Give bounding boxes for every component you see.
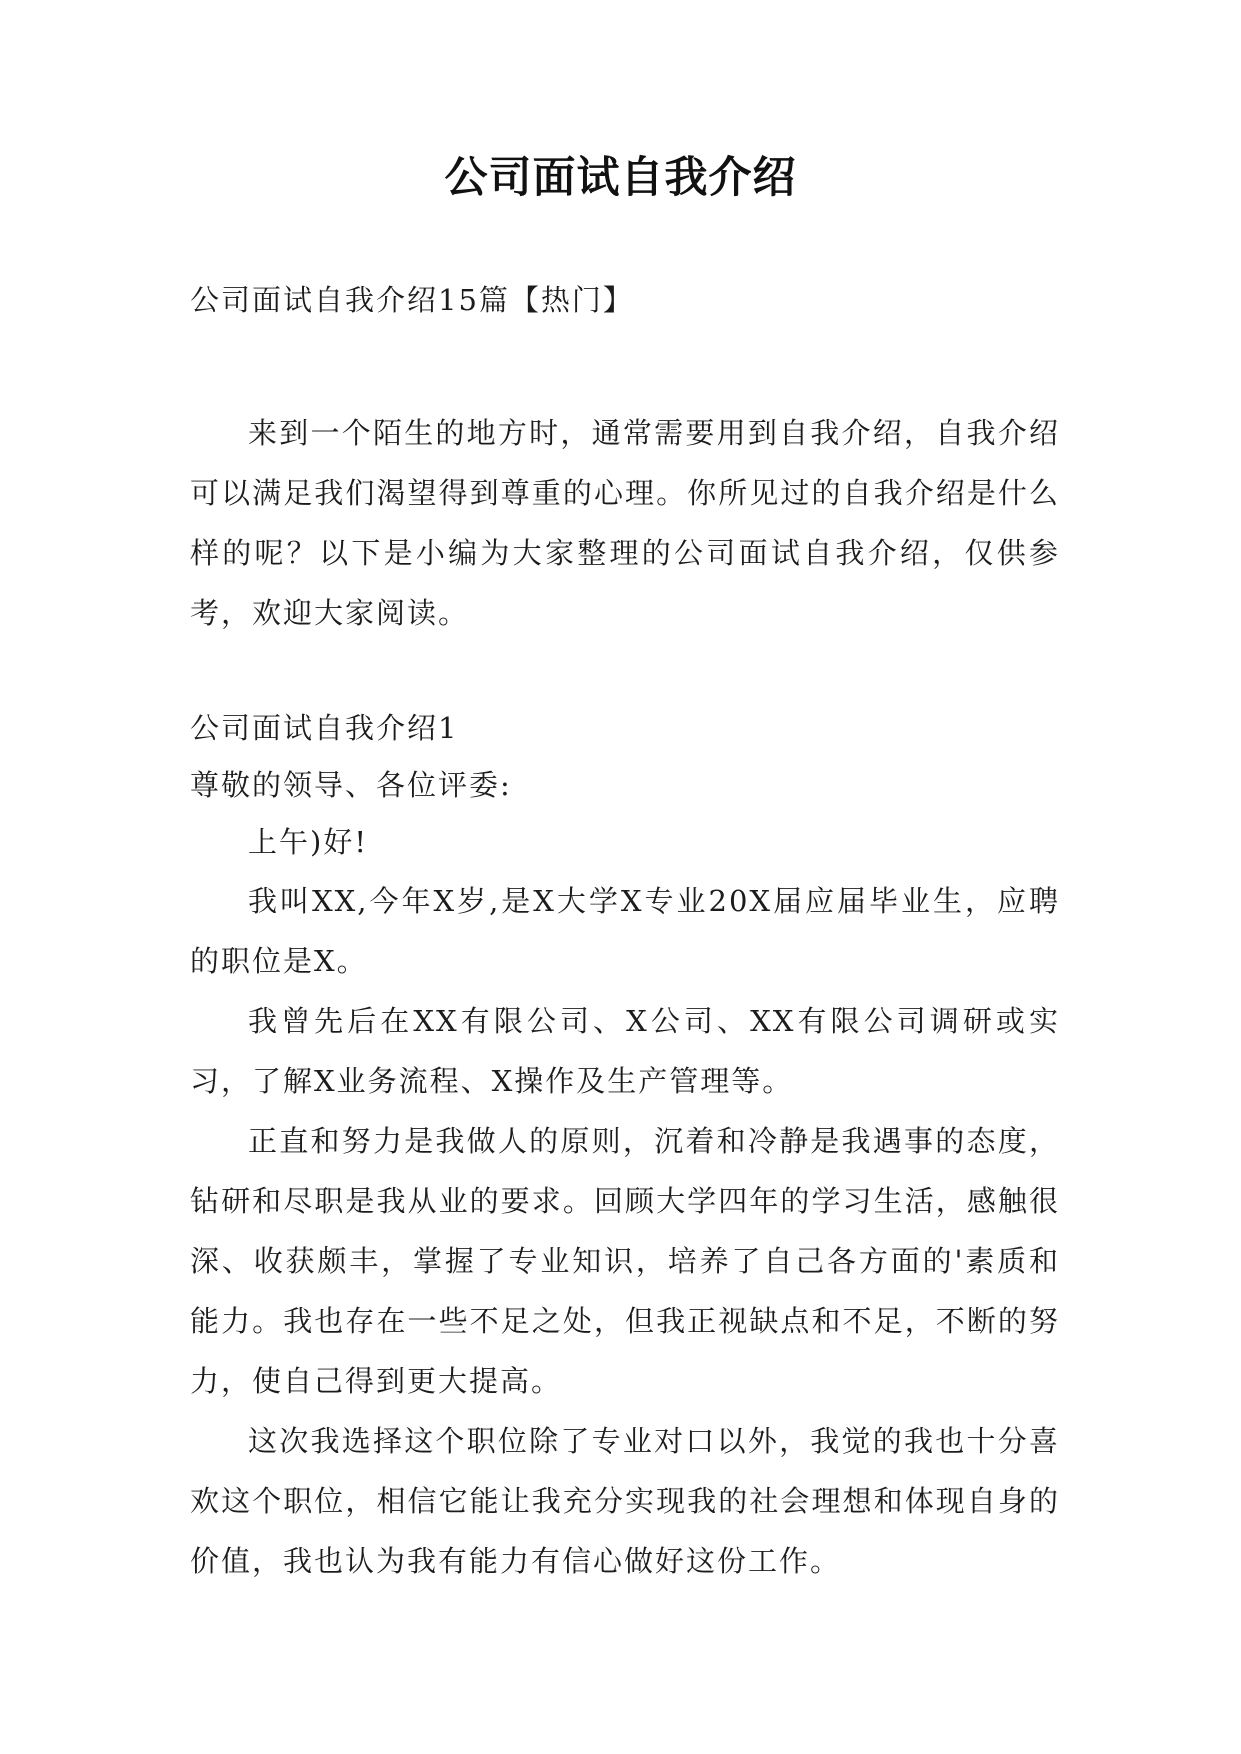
- intro-text: 来到一个陌生的地方时，通常需要用到自我介绍，自我介绍可以满足我们渴望得到尊重的心理。你所见过的自我介绍是什么样的呢？以下是小编为大家整理的公司面试自我介绍，仅供参考，欢迎大家阅读。: [190, 416, 1060, 630]
- document-title: 公司面试自我介绍: [444, 153, 797, 203]
- section-1-paragraph: 正直和努力是我做人的原则，沉着和冷静是我遇事的态度，钻研和尽职是我从业的要求。回顾大学四年的学习生活，感触很深、收获颇丰，掌握了专业知识，培养了自己各方面的'素质和能力。我也存在一些不足之处，但我正视缺点和不足，不断的努力，使自己得到更大提高。: [190, 1124, 1060, 1398]
- greeting: 上午)好!: [248, 825, 368, 859]
- section-1-paragraph: 我叫XX,今年X岁,是X大学X专业20X届应届毕业生，应聘的职位是X。: [190, 884, 1060, 978]
- section-1-paragraph: 我曾先后在XX有限公司、X公司、XX有限公司调研或实习，了解X业务流程、X操作及生产管理等。: [190, 1004, 1060, 1098]
- salutation: 尊敬的领导、各位评委:: [190, 768, 512, 802]
- section-1-heading: 公司面试自我介绍1: [190, 711, 459, 745]
- section-1-paragraph: 这次我选择这个职位除了专业对口以外，我觉的我也十分喜欢这个职位，相信它能让我充分实现我的社会理想和体现自身的价值，我也认为我有能力有信心做好这份工作。: [190, 1424, 1060, 1578]
- section-1: [190, 700, 1060, 1591]
- subtitle-text: 公司面试自我介绍15篇【热门】: [190, 283, 634, 317]
- intro-paragraph: [190, 403, 1060, 643]
- document-subtitle: [190, 270, 1060, 330]
